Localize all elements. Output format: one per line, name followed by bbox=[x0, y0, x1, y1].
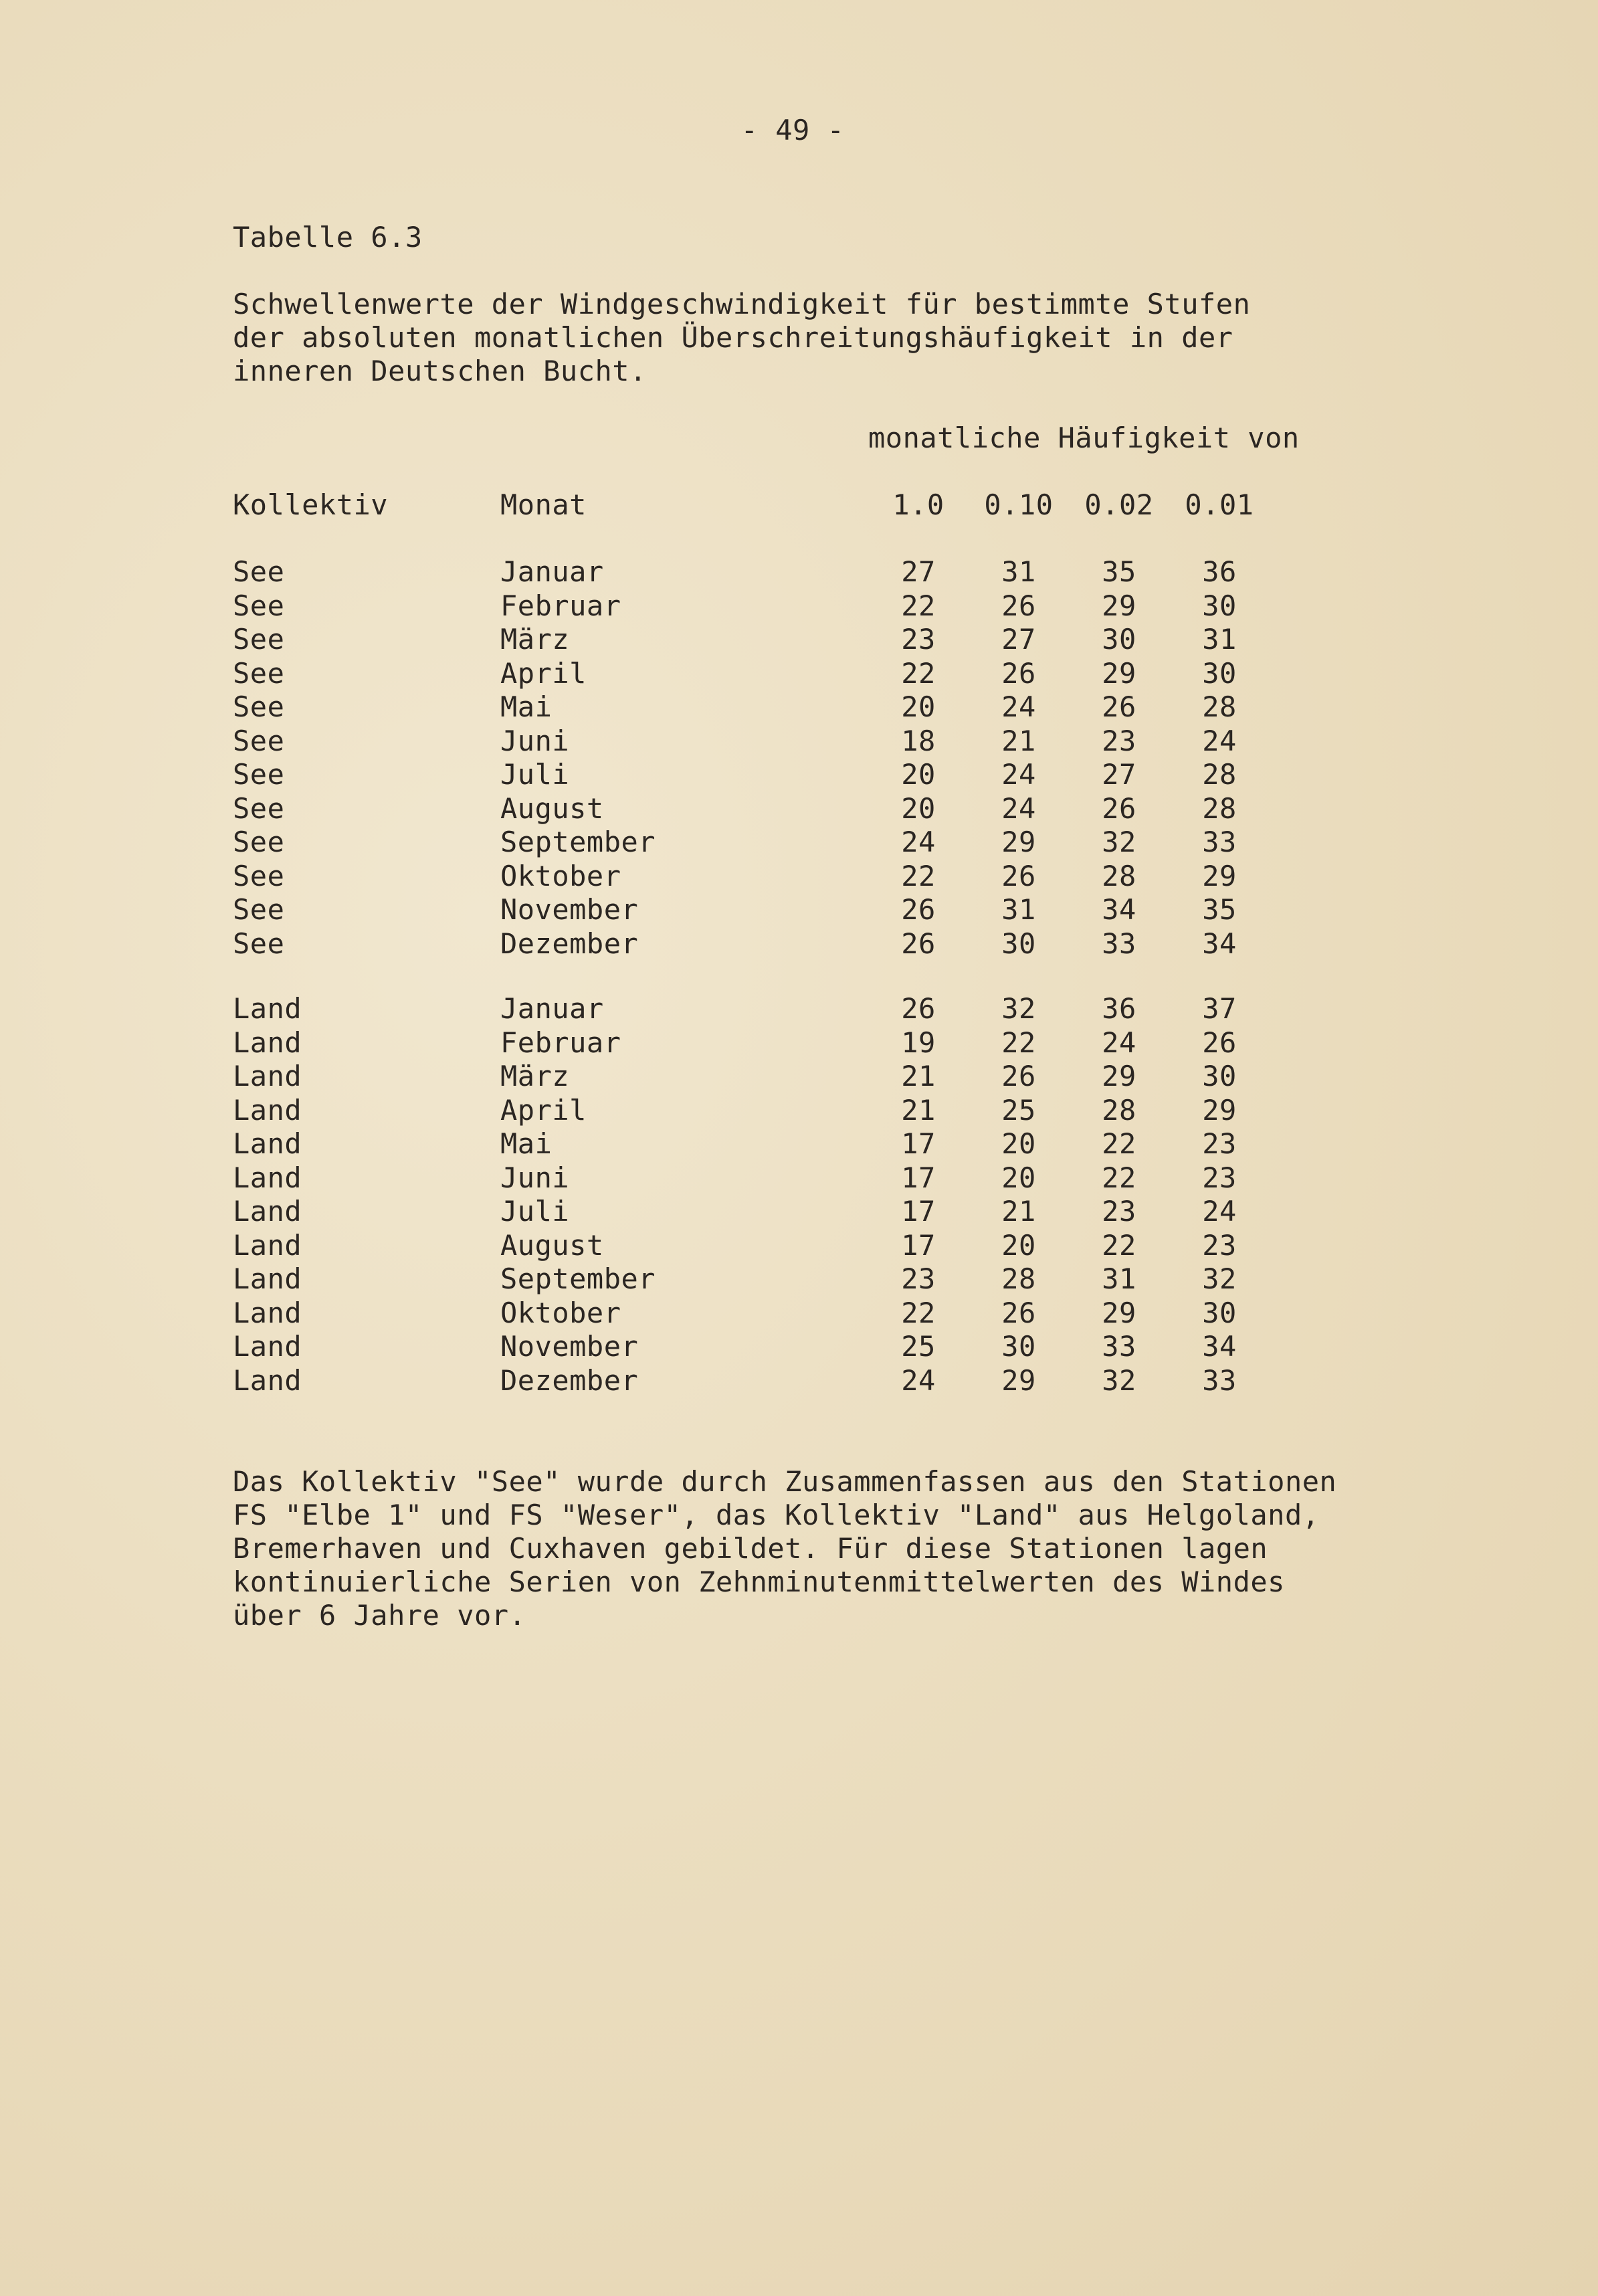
cell-freq-0-10: 20 bbox=[1001, 1127, 1036, 1160]
frequency-group-header: monatliche Häufigkeit von bbox=[868, 421, 1300, 454]
column-header-monat: Monat bbox=[500, 488, 587, 521]
cell-kollektiv: Land bbox=[233, 1330, 302, 1363]
cell-freq-0-01: 29 bbox=[1202, 1093, 1237, 1127]
cell-freq-1-0: 19 bbox=[901, 1026, 936, 1059]
cell-freq-0-02: 23 bbox=[1102, 1195, 1136, 1228]
cell-kollektiv: See bbox=[233, 927, 285, 960]
note-line: FS "Elbe 1" und FS "Weser", das Kollektiv "Land" aus Helgoland, bbox=[233, 1499, 1320, 1531]
cell-freq-1-0: 22 bbox=[901, 589, 936, 622]
cell-freq-0-01: 23 bbox=[1202, 1127, 1237, 1160]
cell-freq-0-10: 29 bbox=[1001, 826, 1036, 858]
cell-freq-0-02: 35 bbox=[1102, 555, 1136, 588]
column-header-freq-0-02: 0.02 bbox=[1084, 488, 1154, 521]
cell-monat: Dezember bbox=[500, 927, 639, 960]
cell-freq-0-01: 30 bbox=[1202, 656, 1237, 690]
cell-kollektiv: Land bbox=[233, 1026, 302, 1059]
cell-monat: September bbox=[500, 826, 656, 858]
cell-freq-0-02: 27 bbox=[1102, 758, 1136, 791]
note-line: Das Kollektiv "See" wurde durch Zusammenfassen aus den Stationen bbox=[233, 1465, 1337, 1498]
cell-freq-0-01: 34 bbox=[1202, 927, 1237, 960]
cell-freq-0-10: 24 bbox=[1001, 758, 1036, 791]
cell-freq-0-02: 33 bbox=[1102, 1330, 1136, 1363]
cell-freq-1-0: 17 bbox=[901, 1161, 936, 1194]
cell-freq-0-02: 26 bbox=[1102, 690, 1136, 723]
cell-freq-1-0: 20 bbox=[901, 690, 936, 723]
cell-monat: April bbox=[500, 1093, 587, 1127]
cell-monat: Mai bbox=[500, 690, 553, 723]
cell-kollektiv: Land bbox=[233, 1161, 302, 1194]
cell-freq-0-02: 29 bbox=[1102, 1060, 1136, 1092]
cell-monat: August bbox=[500, 791, 604, 825]
column-header-freq-0-01: 0.01 bbox=[1185, 488, 1254, 521]
cell-freq-0-01: 34 bbox=[1202, 1330, 1237, 1363]
cell-kollektiv: See bbox=[233, 826, 285, 858]
cell-kollektiv: Land bbox=[233, 1262, 302, 1295]
cell-freq-1-0: 20 bbox=[901, 758, 936, 791]
cell-freq-0-02: 29 bbox=[1102, 1296, 1136, 1329]
cell-kollektiv: See bbox=[233, 893, 285, 926]
cell-freq-0-10: 27 bbox=[1001, 623, 1036, 656]
cell-freq-0-10: 32 bbox=[1001, 992, 1036, 1025]
cell-freq-0-02: 22 bbox=[1102, 1228, 1136, 1262]
cell-freq-1-0: 27 bbox=[901, 555, 936, 588]
cell-kollektiv: Land bbox=[233, 992, 302, 1025]
cell-monat: Januar bbox=[500, 555, 604, 588]
cell-monat: Juli bbox=[500, 1195, 570, 1228]
cell-freq-1-0: 24 bbox=[901, 826, 936, 858]
cell-freq-0-02: 23 bbox=[1102, 724, 1136, 757]
caption-line: inneren Deutschen Bucht. bbox=[233, 355, 647, 387]
cell-freq-0-10: 25 bbox=[1001, 1093, 1036, 1127]
caption-line: der absoluten monatlichen Überschreitungshäufigkeit in der bbox=[233, 321, 1233, 354]
cell-freq-0-01: 30 bbox=[1202, 1296, 1237, 1329]
cell-freq-0-10: 24 bbox=[1001, 791, 1036, 825]
cell-freq-0-10: 30 bbox=[1001, 1330, 1036, 1363]
cell-freq-0-01: 26 bbox=[1202, 1026, 1237, 1059]
cell-freq-1-0: 17 bbox=[901, 1195, 936, 1228]
cell-kollektiv: See bbox=[233, 589, 285, 622]
cell-freq-0-10: 29 bbox=[1001, 1363, 1036, 1397]
cell-freq-0-02: 36 bbox=[1102, 992, 1136, 1025]
cell-kollektiv: See bbox=[233, 623, 285, 656]
cell-freq-0-10: 31 bbox=[1001, 893, 1036, 926]
page-number: - 49 - bbox=[740, 114, 845, 147]
cell-freq-0-02: 29 bbox=[1102, 589, 1136, 622]
cell-freq-1-0: 22 bbox=[901, 859, 936, 892]
cell-monat: Oktober bbox=[500, 1296, 621, 1329]
cell-freq-1-0: 22 bbox=[901, 656, 936, 690]
cell-freq-0-01: 28 bbox=[1202, 791, 1237, 825]
cell-freq-0-02: 22 bbox=[1102, 1161, 1136, 1194]
cell-freq-1-0: 20 bbox=[901, 791, 936, 825]
cell-freq-0-02: 34 bbox=[1102, 893, 1136, 926]
cell-freq-0-01: 28 bbox=[1202, 758, 1237, 791]
cell-freq-0-10: 28 bbox=[1001, 1262, 1036, 1295]
cell-freq-0-01: 31 bbox=[1202, 623, 1237, 656]
caption-line: Schwellenwerte der Windgeschwindigkeit für bestimmte Stufen bbox=[233, 288, 1251, 320]
cell-freq-0-10: 26 bbox=[1001, 1296, 1036, 1329]
cell-freq-0-01: 24 bbox=[1202, 724, 1237, 757]
cell-kollektiv: Land bbox=[233, 1195, 302, 1228]
cell-freq-0-02: 28 bbox=[1102, 1093, 1136, 1127]
column-header-freq-1-0: 1.0 bbox=[892, 488, 944, 521]
cell-freq-0-02: 31 bbox=[1102, 1262, 1136, 1295]
cell-freq-0-01: 37 bbox=[1202, 992, 1237, 1025]
cell-kollektiv: Land bbox=[233, 1228, 302, 1262]
cell-freq-1-0: 18 bbox=[901, 724, 936, 757]
cell-freq-0-10: 20 bbox=[1001, 1228, 1036, 1262]
cell-freq-0-10: 26 bbox=[1001, 589, 1036, 622]
note-line: Bremerhaven und Cuxhaven gebildet. Für diese Stationen lagen bbox=[233, 1532, 1268, 1565]
cell-monat: November bbox=[500, 1330, 639, 1363]
cell-freq-0-10: 20 bbox=[1001, 1161, 1036, 1194]
cell-freq-0-10: 24 bbox=[1001, 690, 1036, 723]
column-header-kollektiv: Kollektiv bbox=[233, 488, 389, 521]
cell-freq-1-0: 23 bbox=[901, 623, 936, 656]
cell-kollektiv: Land bbox=[233, 1363, 302, 1397]
cell-freq-0-10: 26 bbox=[1001, 1060, 1036, 1092]
note-line: kontinuierliche Serien von Zehnminutenmittelwerten des Windes bbox=[233, 1565, 1285, 1598]
cell-monat: August bbox=[500, 1228, 604, 1262]
cell-monat: Oktober bbox=[500, 859, 621, 892]
cell-freq-0-01: 23 bbox=[1202, 1228, 1237, 1262]
cell-monat: März bbox=[500, 1060, 570, 1092]
cell-freq-1-0: 17 bbox=[901, 1228, 936, 1262]
cell-kollektiv: See bbox=[233, 555, 285, 588]
cell-freq-1-0: 26 bbox=[901, 992, 936, 1025]
cell-monat: Juni bbox=[500, 724, 570, 757]
cell-freq-0-01: 33 bbox=[1202, 1363, 1237, 1397]
table-label: Tabelle 6.3 bbox=[233, 221, 423, 254]
cell-freq-0-02: 32 bbox=[1102, 1363, 1136, 1397]
cell-freq-0-01: 36 bbox=[1202, 555, 1237, 588]
cell-monat: Februar bbox=[500, 589, 621, 622]
cell-kollektiv: Land bbox=[233, 1093, 302, 1127]
cell-freq-0-02: 22 bbox=[1102, 1127, 1136, 1160]
cell-freq-0-02: 32 bbox=[1102, 826, 1136, 858]
cell-monat: September bbox=[500, 1262, 656, 1295]
cell-freq-0-01: 32 bbox=[1202, 1262, 1237, 1295]
cell-freq-0-02: 24 bbox=[1102, 1026, 1136, 1059]
cell-monat: April bbox=[500, 656, 587, 690]
cell-monat: November bbox=[500, 893, 639, 926]
cell-freq-1-0: 21 bbox=[901, 1093, 936, 1127]
cell-kollektiv: See bbox=[233, 791, 285, 825]
cell-freq-0-01: 23 bbox=[1202, 1161, 1237, 1194]
column-header-freq-0-10: 0.10 bbox=[984, 488, 1054, 521]
cell-freq-0-02: 33 bbox=[1102, 927, 1136, 960]
cell-monat: März bbox=[500, 623, 570, 656]
cell-freq-1-0: 22 bbox=[901, 1296, 936, 1329]
cell-freq-0-01: 28 bbox=[1202, 690, 1237, 723]
cell-freq-0-02: 28 bbox=[1102, 859, 1136, 892]
cell-kollektiv: Land bbox=[233, 1296, 302, 1329]
cell-kollektiv: See bbox=[233, 656, 285, 690]
cell-freq-0-01: 30 bbox=[1202, 1060, 1237, 1092]
cell-kollektiv: Land bbox=[233, 1127, 302, 1160]
cell-kollektiv: See bbox=[233, 724, 285, 757]
cell-freq-0-10: 30 bbox=[1001, 927, 1036, 960]
cell-monat: Dezember bbox=[500, 1363, 639, 1397]
cell-freq-1-0: 24 bbox=[901, 1363, 936, 1397]
cell-freq-0-01: 30 bbox=[1202, 589, 1237, 622]
cell-freq-1-0: 21 bbox=[901, 1060, 936, 1092]
cell-freq-0-02: 30 bbox=[1102, 623, 1136, 656]
cell-kollektiv: See bbox=[233, 758, 285, 791]
cell-freq-0-01: 33 bbox=[1202, 826, 1237, 858]
cell-freq-0-10: 26 bbox=[1001, 859, 1036, 892]
cell-freq-0-02: 29 bbox=[1102, 656, 1136, 690]
cell-freq-0-10: 31 bbox=[1001, 555, 1036, 588]
note-line: über 6 Jahre vor. bbox=[233, 1599, 526, 1632]
cell-freq-0-01: 35 bbox=[1202, 893, 1237, 926]
cell-freq-0-10: 21 bbox=[1001, 724, 1036, 757]
cell-freq-0-01: 24 bbox=[1202, 1195, 1237, 1228]
cell-monat: Juni bbox=[500, 1161, 570, 1194]
cell-freq-1-0: 23 bbox=[901, 1262, 936, 1295]
cell-freq-0-10: 21 bbox=[1001, 1195, 1036, 1228]
cell-kollektiv: See bbox=[233, 690, 285, 723]
cell-monat: Januar bbox=[500, 992, 604, 1025]
cell-freq-0-02: 26 bbox=[1102, 791, 1136, 825]
cell-freq-0-10: 26 bbox=[1001, 656, 1036, 690]
cell-freq-1-0: 26 bbox=[901, 927, 936, 960]
cell-kollektiv: See bbox=[233, 859, 285, 892]
cell-freq-0-10: 22 bbox=[1001, 1026, 1036, 1059]
cell-freq-1-0: 25 bbox=[901, 1330, 936, 1363]
cell-freq-0-01: 29 bbox=[1202, 859, 1237, 892]
cell-monat: Mai bbox=[500, 1127, 553, 1160]
cell-kollektiv: Land bbox=[233, 1060, 302, 1092]
cell-freq-1-0: 26 bbox=[901, 893, 936, 926]
cell-freq-1-0: 17 bbox=[901, 1127, 936, 1160]
cell-monat: Februar bbox=[500, 1026, 621, 1059]
cell-monat: Juli bbox=[500, 758, 570, 791]
